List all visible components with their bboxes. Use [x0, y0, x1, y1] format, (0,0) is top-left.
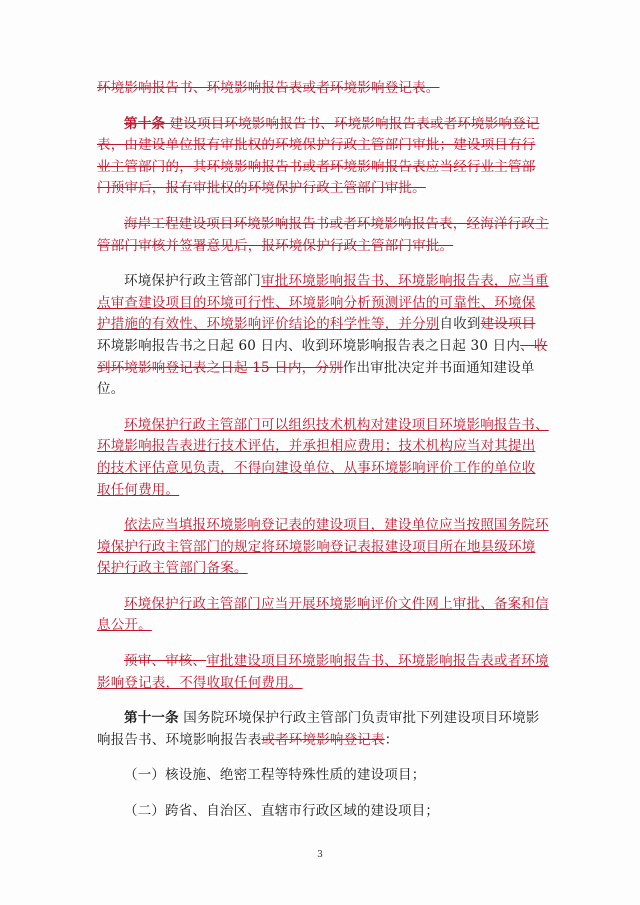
deleted-text: 或者环境影响登记表 [261, 731, 385, 748]
list-item-2 [97, 801, 549, 823]
inserted-text: 审批建设项目环境影响报告书、环境影响报告表或者环境影响登记表，不得收取任何费用。 [97, 653, 549, 691]
paragraph-approval-deadlines [97, 271, 549, 401]
plain-text: 国务院环境保护行政主管部门负责审批下列建设项目环境影响报告书、环境影响报告表 [97, 710, 540, 748]
document-body [97, 78, 549, 823]
plain-text: （一）核设施、绝密工程等特殊性质的建设项目； [124, 767, 426, 784]
inserted-text: 环境保护行政主管部门应当开展环境影响评价文件网上审批、备案和信息公开。 [97, 595, 549, 634]
plain-text: 环境影响报告书之日起 60 日内、收到环境影响报告表之日起 30 日内 [97, 337, 521, 354]
article-heading-deleted: 第十条 [124, 115, 166, 132]
plain-text: 环境保护行政主管部门 [124, 273, 261, 290]
paragraph-technical-evaluation [97, 415, 549, 501]
page-number: 3 [317, 850, 323, 860]
paragraph-article-11 [97, 708, 549, 751]
deleted-text: 环境影响报告书、环境影响报告表或者环境影响登记表。 [97, 80, 440, 96]
plain-text: 作出审批决定并书面通知建设单位。 [97, 359, 535, 398]
paragraph-online-approval [97, 594, 549, 637]
inserted-text: 环境保护行政主管部门可以组织技术机构对建设项目环境影响报告书、环境影响报告表进行技术评估，并承担相应费用；技术机构应当对其提出的技术评估意见负责，不得向建设单位、从事环境影响评价工作的单位收取任何费用。 [97, 416, 549, 498]
paragraph-continuation [97, 78, 549, 100]
paragraph-coastal-projects [97, 214, 549, 257]
article-heading: 第十一条 [124, 710, 179, 727]
inserted-text: 依法应当填报环境影响登记表的建设项目，建设单位应当按照国务院环境保护行政主管部门的规定将环境影响登记表报建设项目所在地县级环境保护行政主管部门备案。 [97, 517, 549, 577]
list-item-1 [97, 765, 549, 787]
plain-text: 自收到 [439, 316, 481, 333]
inserted-text: 审批环境影响报告书、环境影响报告表，应当重点审查建设项目的环境可行性、环境影响分析预测评估的可靠性、环境保护措施的有效性、环境影响评价结论的科学性等，并分别 [97, 273, 549, 333]
deleted-text: 建设项目 [480, 316, 536, 333]
deleted-text: 、收到环境影响登记表之日起 15 日内，分别 [97, 337, 548, 376]
deleted-text: 海岸工程建设项目环境影响报告书或者环境影响报告表，经海洋行政主管部门审核并签署意见后，报环境保护行政主管部门审批。 [97, 215, 549, 254]
paragraph-article-10 [97, 114, 549, 200]
deleted-text: 建设项目环境影响报告书、环境影响报告表或者环境影响登记表，由建设单位报有审批权的环境保护行政主管部门审批；建设项目有行业主管部门的，其环境影响报告书或者环境影响报告表应当经行业主管部门预审后，报有审批权的环境保护行政主管部门审批。 [97, 115, 540, 197]
plain-text: ： [384, 731, 399, 748]
deleted-text: 预审、审核、 [124, 653, 207, 670]
paragraph-registration-filing [97, 515, 549, 580]
paragraph-no-fees [97, 651, 549, 694]
plain-text: （二）跨省、自治区、直辖市行政区域的建设项目； [124, 803, 440, 820]
